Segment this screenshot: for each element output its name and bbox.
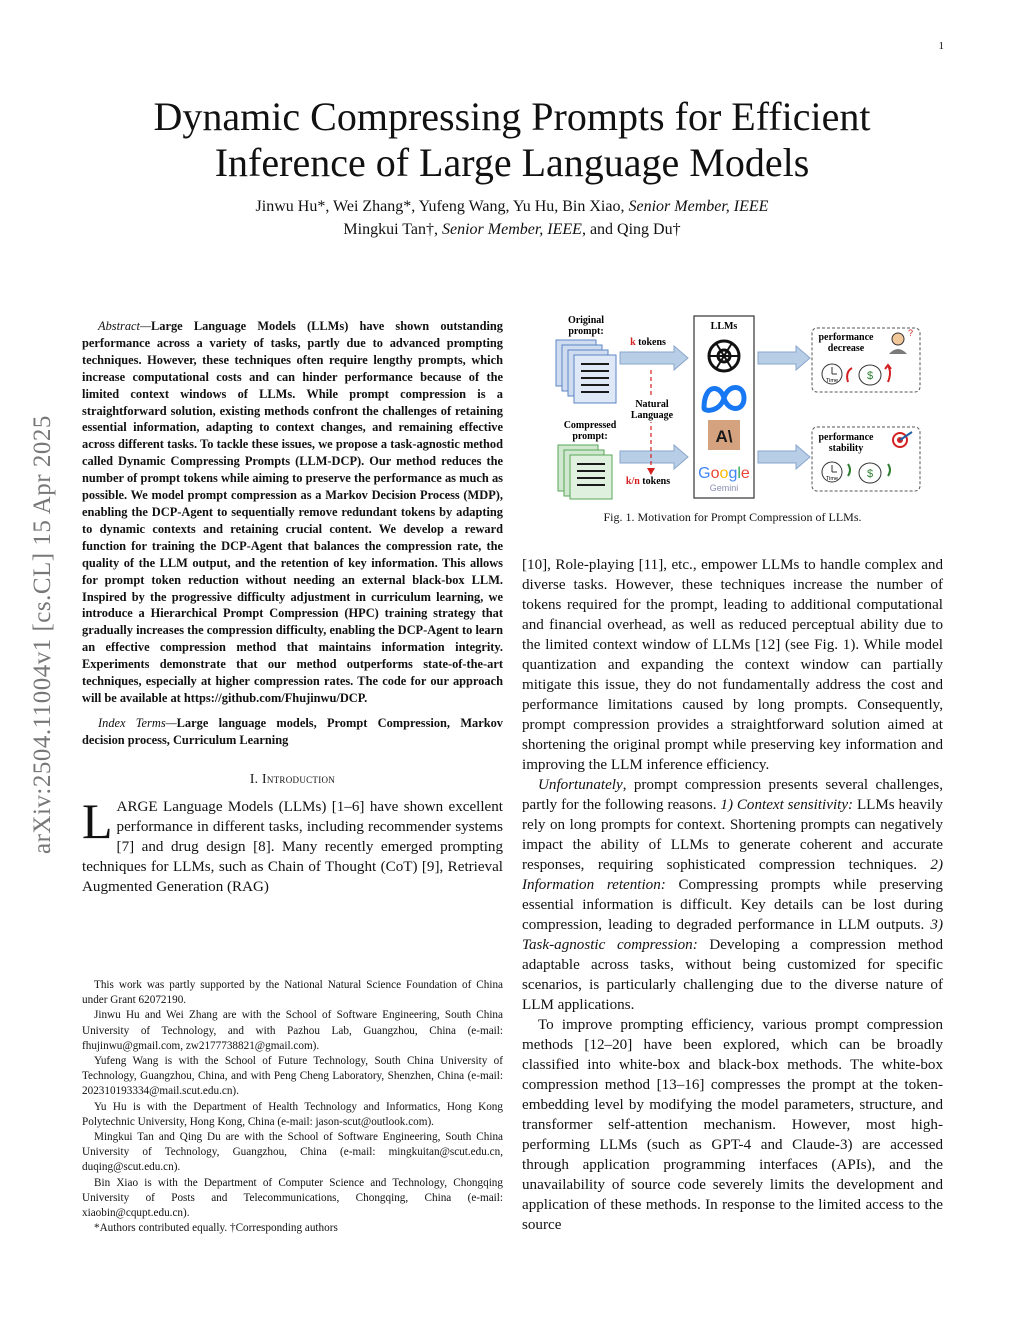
left-column [82, 318, 503, 897]
authors-names-1: Jinwu Hu*, Wei Zhang*, Yufeng Wang, Yu Hu, Bin Xiao, [255, 198, 629, 215]
challenge-information-retention: 2) Information retention: [522, 857, 943, 893]
money-bag-icon-stability [859, 463, 881, 483]
challenge-task-agnostic: 3) Task-agnostic compression: [522, 917, 943, 953]
intro-paragraph [82, 792, 503, 897]
authors-names-3: , and Qing Du† [581, 221, 681, 238]
footnote-funding: This work was partly supported by the National Natural Science Foundation of China under Grant 62072190. [82, 979, 503, 1007]
arrow-llms-to-stability [758, 445, 810, 469]
svg-text:Time: Time [825, 476, 839, 482]
natural-language-label-1: Natural [635, 399, 669, 410]
author-line-1 [80, 196, 944, 218]
gemini-wordmark: Gemini [709, 483, 739, 493]
intro-text: ARGE Language Models (LLMs) [1–6] have shown excellent performance in different tasks, including recommender systems [7] and drug design [8]. Many recently emerged prompting techniques for LLMs, such as Chain of Thought (CoT) [9], Retrieval Augmented Generation (RAG) [82, 798, 503, 895]
perf-decrease-label-1: performance [818, 332, 874, 343]
challenges-paragraph [522, 775, 943, 1015]
section-heading-introduction: I. Introduction [249, 770, 336, 786]
footnote-equal-contribution: *Authors contributed equally. †Corresponding authors [94, 1222, 338, 1235]
money-bag-icon-decrease [859, 365, 881, 385]
challenges-text-b: LLMs heavily rely on long prompts for context. Shortening prompts can negatively impact the ability of LLMs to generate coherent and accurate responses, requiring sophisticated compression techniques. [522, 797, 943, 873]
original-prompt-label-1: Original [567, 315, 605, 326]
natural-language-label-2: Language [630, 410, 674, 421]
footnote-affiliation-xiao: Bin Xiao is with the Department of Computer Science and Technology, Chongqing University of Posts and Telecommunications, Chongqing, China (e-mail: xiaobin@cqupt.edu.cn). [82, 1176, 503, 1220]
svg-text:A\: A\ [715, 427, 733, 446]
compressed-prompt-label-2: prompt: [572, 431, 608, 442]
footnote-affiliation-wang: Yufeng Wang is with the School of Future Technology, South China University of Technology, Guangzhou, China, and with Peng Cheng Laboratory, Shenzhen, China (e-mail: 202310193334@mail.scut.edu.cn). [82, 1055, 503, 1098]
anthropic-logo-icon [708, 420, 740, 450]
perf-decrease-label-2: decrease [827, 343, 865, 354]
footnotes [82, 978, 503, 1236]
challenges-text-c: Compressing prompts while preserving essential information is difficult. Key details can be lost during compression, leading to degraded performance in LLM outputs. [522, 877, 943, 933]
author-membership-2: Senior Member, IEEE [441, 221, 582, 238]
arrow-compressed-to-llms [620, 445, 688, 469]
k-tokens-label: k tokens [630, 337, 666, 348]
footnote-affiliation-tan-du: Mingkui Tan and Qing Du are with the School of Software Engineering, South China University of Technology, Guangzhou, China (e-mail: mingkuitan@scut.edu.cn, duqing@scut.edu.cn). [82, 1131, 503, 1174]
clock-icon-stability [822, 462, 842, 482]
index-terms-text: Large language models, Prompt Compression, Markov decision process, Curriculum Learning [82, 715, 503, 747]
challenges-text-d: Developing a compression method adaptable across tasks, without being customized for specific scenarios, is particularly challenging due to the diverse nature of LLM applications. [522, 937, 943, 1013]
svg-text:$: $ [866, 468, 874, 480]
figure-1-caption: Fig. 1. Motivation for Prompt Compression of LLMs. [603, 510, 862, 524]
original-prompt-label-2: prompt: [568, 326, 604, 337]
compressed-prompt-label-1: Compressed [563, 420, 617, 431]
abstract [82, 318, 503, 707]
arrow-original-to-llms [620, 346, 688, 370]
svg-text:?: ? [908, 328, 914, 338]
prior-methods-paragraph: To improve prompting efficiency, various prompt compression methods [12–20] have been explored, which can be broadly classified into white-box and black-box methods. The white-box compression method [13–16] compresses the prompt at the token-embedding level by modifying the model parameters, structure, and transformer self-attention mechanism. However, most high-performing LLMs (such as GPT-4 and Claude-3) are accessed through application programming interfaces (APIs), and the unavailability of source code severely limits the development and application of these methods. In response to the limited access to the source [522, 1017, 943, 1233]
footnote-affiliation-yu-hu: Yu Hu is with the Department of Health Technology and Informatics, Hong Kong Polytechnic University, Hong Kong, China (e-mail: jason-scut@outlook.com). [82, 1100, 503, 1128]
google-wordmark: Google [698, 465, 750, 482]
original-documents-icon [556, 340, 616, 403]
paper-title: Dynamic Compressing Prompts for Efficient Inference of Large Language Models [153, 94, 871, 185]
svg-text:Time: Time [825, 378, 839, 384]
author-membership-1: Senior Member, IEEE [628, 198, 769, 215]
challenges-lead: Unfortunately [538, 777, 623, 793]
challenges-text-a: , prompt compression presents several challenges, partly for the following reasons. [522, 777, 943, 813]
compressed-documents-icon [558, 445, 612, 499]
right-column [522, 555, 943, 1235]
kn-tokens-label: k/n tokens [625, 476, 671, 487]
abstract-lead: Abstract— [98, 319, 152, 333]
drop-cap: L [82, 792, 113, 849]
perf-stability-label-1: performance [818, 432, 874, 443]
compression-arrowhead [647, 468, 655, 475]
perf-stability-label-2: stability [828, 443, 864, 454]
authors-names-2: Mingkui Tan†, [343, 221, 442, 238]
llms-label: LLMs [710, 321, 738, 332]
svg-text:$: $ [866, 370, 874, 382]
page-number: 1 [938, 40, 944, 52]
clock-icon-decrease [822, 364, 842, 384]
challenge-context-sensitivity: 1) Context sensitivity: [720, 797, 854, 813]
author-line-2 [80, 219, 944, 241]
abstract-text: Large Language Models (LLMs) have shown outstanding performance across a variety of tasks, partly due to advanced prompting techniques. However, these techniques often require lengthy prompts, which increase computational costs and can hinder performance because of the limited context windows of LLMs. While prompt compression is a straightforward solution, existing methods confront the challenges of retaining essential information, adapting to context changes, and remaining effective across different tasks. To tackle these issues, we propose a task-agnostic method called Dynamic Compressing Prompts (LLM-DCP). Our method reduces the number of prompt tokens while aiming to preserve the performance as much as possible. We model prompt compression as a Markov Decision Process (MDP), enabling the DCP-Agent to sequentially remove redundant tokens by adapting to dynamic contexts and retaining crucial content. We develop a reward function for training the DCP-Agent that balances the compression rate, the quality of the LLM output, and the retention of key information. This allows for prompt token reduction without needing an external black-box LLM. Inspired by the progressive difficulty adjustment in curriculum learning, we introduce a Hierarchical Prompt Compression (HPC) training strategy that gradually increases the compression difficulty, enabling the DCP-Agent to learn an effective compression method that maintains information integrity. Experiments demonstrate that our method outperforms state-of-the-art techniques, especially at higher compression rates. The code for our approach will be available at https://github.com/Fhujinwu/DCP. [82, 319, 503, 705]
intro-continued-paragraph: [10], Role-playing [11], etc., empower LLMs to handle complex and diverse tasks. However, these techniques increase the number of tokens required for the prompt, leading to additional computational and financial overhead, as well as reduced perceptual ability due to the limited context window of LLMs [12] (see Fig. 1). While model quantization and expanding the context window can partially mitigate this issue, they do not fundamentally address the cost and performance limitations caused by long prompts. Consequently, prompt compression provides a straightforward solution aimed at shortening the original prompt while preserving key information and improving the LLM inference efficiency. [522, 557, 943, 773]
arxiv-identifier[interactable]: arXiv:2504.11004v1 [cs.CL] 15 Apr 2025 [29, 415, 56, 854]
index-terms [82, 715, 503, 749]
arrow-llms-to-decrease [758, 346, 810, 370]
footnote-affiliation-hu-zhang: Jinwu Hu and Wei Zhang are with the School of Software Engineering, South China University of Technology, and with Pazhou Lab, Guangzhou, China (e-mail: fhujinwu@gmail.com, zw2177738821@gmail.com). [82, 1009, 503, 1052]
figure-1-diagram [548, 312, 926, 502]
index-terms-lead: Index Terms— [98, 715, 177, 730]
